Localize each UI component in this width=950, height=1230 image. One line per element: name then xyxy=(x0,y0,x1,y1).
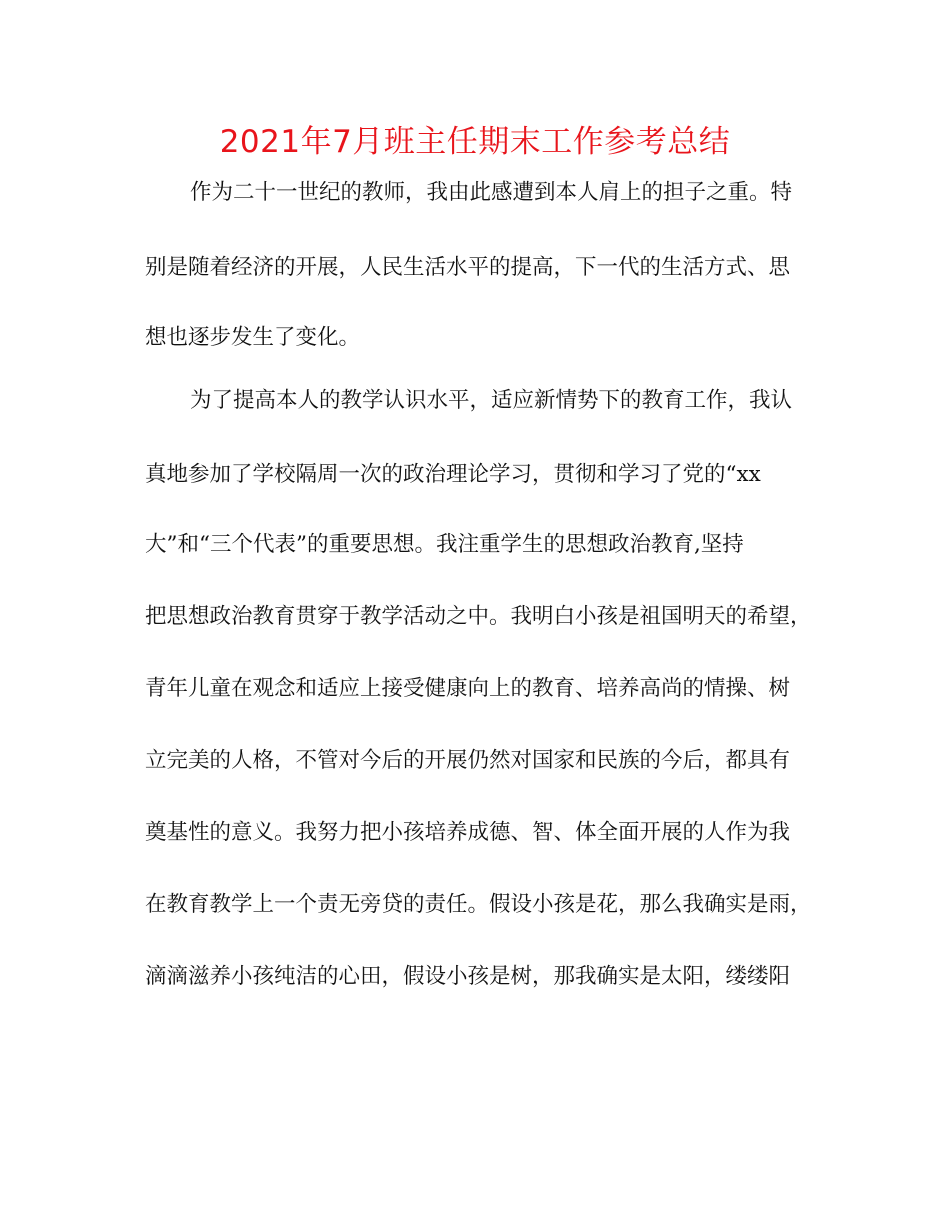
page-title: 2021年7月班主任期末工作参考总结 xyxy=(219,124,731,160)
paragraph-line: 真地参加了学校隔周一次的政治理论学习，贯彻和学习了党的“xx xyxy=(145,462,761,487)
paragraph-line: 滴滴滋养小孩纯洁的心田，假设小孩是树，那我确实是太阳，缕缕阳 xyxy=(145,964,791,989)
paragraph-line: 奠基性的意义。我努力把小孩培养成德、智、体全面开展的人作为我 xyxy=(145,820,791,845)
paragraph-line: 青年儿童在观念和适应上接受健康向上的教育、培养高尚的情操、树 xyxy=(145,676,791,701)
paragraph-line: 立完美的人格，不管对今后的开展仍然对国家和民族的今后，都具有 xyxy=(145,748,791,773)
paragraph-line: 作为二十一世纪的教师，我由此感遭到本人肩上的担子之重。特 xyxy=(190,180,793,205)
paragraph-line: 想也逐步发生了变化。 xyxy=(145,325,361,350)
paragraph-line: 把思想政治教育贯穿于教学活动之中。我明白小孩是祖国明天的希望， xyxy=(145,604,812,629)
paragraph-line: 大”和“三个代表”的重要思想。我注重学生的思想政治教育,坚持 xyxy=(145,532,744,557)
paragraph-line: 别是随着经济的开展，人民生活水平的提高，下一代的生活方式、思 xyxy=(145,255,791,280)
paragraph-line: 在教育教学上一个责无旁贷的责任。假设小孩是花，那么我确实是雨， xyxy=(145,892,812,917)
paragraph-line: 为了提高本人的教学认识水平，适应新情势下的教育工作，我认 xyxy=(190,388,793,413)
